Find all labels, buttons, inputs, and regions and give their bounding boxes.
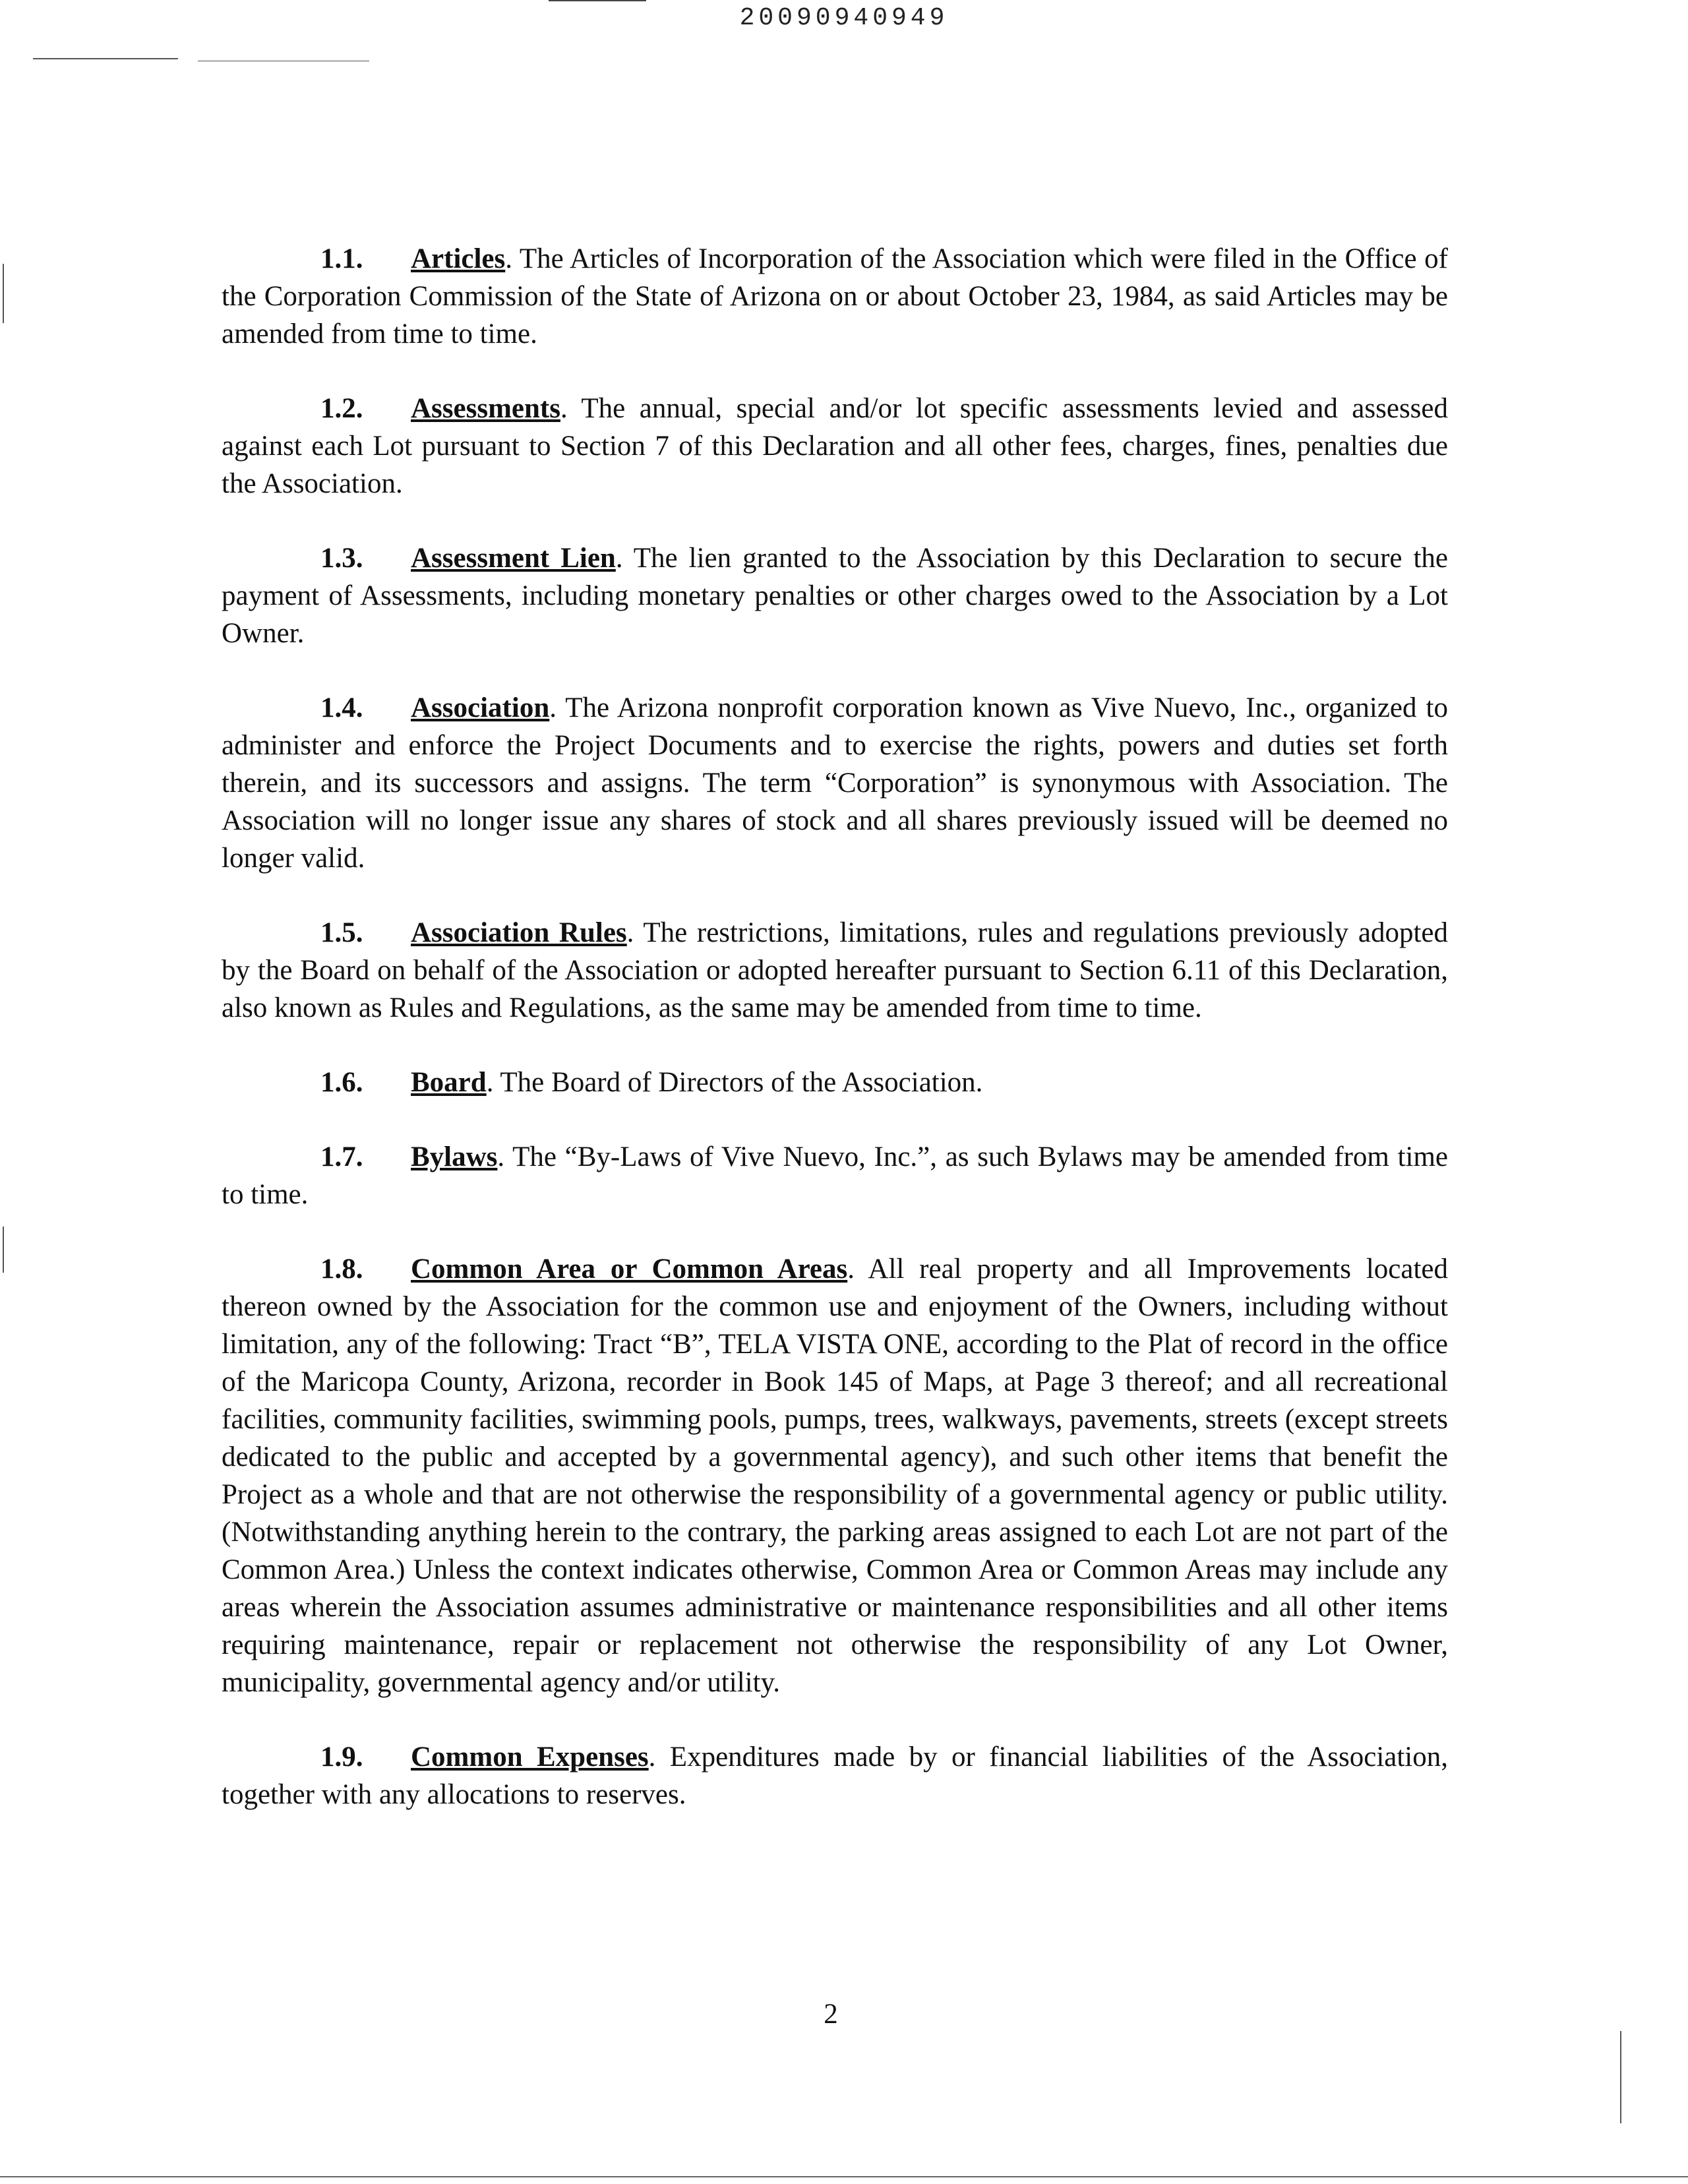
term-period: . <box>615 543 623 574</box>
scan-artifact <box>3 1227 4 1273</box>
section-term: Association Rules <box>411 917 627 948</box>
scan-artifact <box>3 264 4 323</box>
term-period: . <box>847 1254 855 1285</box>
scan-artifact <box>1620 2031 1621 2123</box>
section-number: 1.3. <box>320 543 363 574</box>
section-1-9 <box>222 1738 1448 1813</box>
term-period: . <box>486 1067 494 1098</box>
section-term: Articles <box>411 243 506 274</box>
section-text: The annual, special and/or lot specific assessments levied and assessed against each Lot pursuant to Section 7 of this Declaration and all other fees, charges, fines, penalties due the Association. <box>222 393 1448 499</box>
section-number: 1.1. <box>320 243 363 274</box>
section-term: Common Expenses <box>411 1742 649 1773</box>
section-text: Expenditures made by or financial liabilities of the Association, together with any allocations to reserves. <box>222 1742 1448 1810</box>
term-period: . <box>626 917 634 948</box>
section-text: The Arizona nonprofit corporation known as Vive Nuevo, Inc., organized to administer and enforce the Project Documents and to exercise the rights, powers and duties set forth therein, and its successors and assigns. The term “Corporation” is synonymous with Association. The Association will no longer issue any shares of stock and all shares previously issued will be deemed no longer valid. <box>222 692 1448 874</box>
term-period: . <box>505 243 513 274</box>
section-number: 1.5. <box>320 917 363 948</box>
section-number: 1.2. <box>320 393 363 424</box>
term-period: . <box>648 1742 656 1773</box>
scan-artifact <box>33 58 178 59</box>
section-number: 1.4. <box>320 692 363 723</box>
top-rule <box>549 0 646 1</box>
bottom-rule <box>0 2176 1688 2177</box>
section-number: 1.9. <box>320 1742 363 1773</box>
section-term: Board <box>411 1067 487 1098</box>
section-1-4 <box>222 689 1448 877</box>
section-1-8 <box>222 1250 1448 1701</box>
section-term: Assessments <box>411 393 560 424</box>
section-1-7 <box>222 1138 1448 1213</box>
document-number: 20090940949 <box>739 4 949 32</box>
section-text: The Articles of Incorporation of the Association which were filed in the Office of the Corporation Commission of the State of Arizona on or about October 23, 1984, as said Articles may be amended from time to time. <box>222 243 1448 349</box>
term-period: . <box>560 393 568 424</box>
section-text: All real property and all Improvements located thereon owned by the Association for the common use and enjoyment of the Owners, including without limitation, any of the following: Tract “B”, TELA VISTA ONE, according to the Plat of record in the office of the Maricopa County, Arizona, recorder in Book 145 of Maps, at Page 3 thereof; and all recreational facilities, community facilities, swimming pools, pumps, trees, walkways, pavements, streets (except streets dedicated to the public and accepted by a governmental agency), and such other items that benefit the Project as a whole and that are not otherwise the responsibility of a governmental agency or public utility. (Notwithstanding anything herein to the contrary, the parking areas assigned to each Lot are not part of the Common Area.) Unless the context indicates otherwise, Common Area or Common Areas may include any areas wherein the Association assumes administrative or maintenance responsibilities and all other items requiring maintenance, repair or replacement not otherwise the responsibility of any Lot Owner, municipality, governmental agency and/or utility. <box>222 1254 1449 1698</box>
section-1-1 <box>222 240 1448 353</box>
section-number: 1.6. <box>320 1067 363 1098</box>
section-text: The Board of Directors of the Association. <box>493 1067 983 1098</box>
section-term: Bylaws <box>411 1141 498 1172</box>
term-period: . <box>549 692 557 723</box>
section-term: Common Area or Common Areas <box>411 1254 848 1285</box>
section-1-5 <box>222 914 1448 1027</box>
page-number: 2 <box>824 1999 838 2030</box>
definitions-body <box>222 240 1448 1850</box>
section-term: Association <box>411 692 550 723</box>
section-text: The restrictions, limitations, rules and regulations previously adopted by the Board on behalf of the Association or adopted hereafter pursuant to Section 6.11 of this Declaration, also known as Rules and Regulations, as the same may be amended from time to time. <box>222 917 1448 1023</box>
section-1-6 <box>222 1064 1448 1101</box>
section-term: Assessment Lien <box>411 543 616 574</box>
section-1-3 <box>222 539 1448 652</box>
section-number: 1.7. <box>320 1141 363 1172</box>
section-number: 1.8. <box>320 1254 363 1285</box>
section-text: The lien granted to the Association by this Declaration to secure the payment of Assessments, including monetary penalties or other charges owed to the Association by a Lot Owner. <box>222 543 1448 649</box>
term-period: . <box>497 1141 505 1172</box>
section-1-2 <box>222 390 1448 502</box>
section-text: The “By-Laws of Vive Nuevo, Inc.”, as such Bylaws may be amended from time to time. <box>222 1141 1448 1210</box>
